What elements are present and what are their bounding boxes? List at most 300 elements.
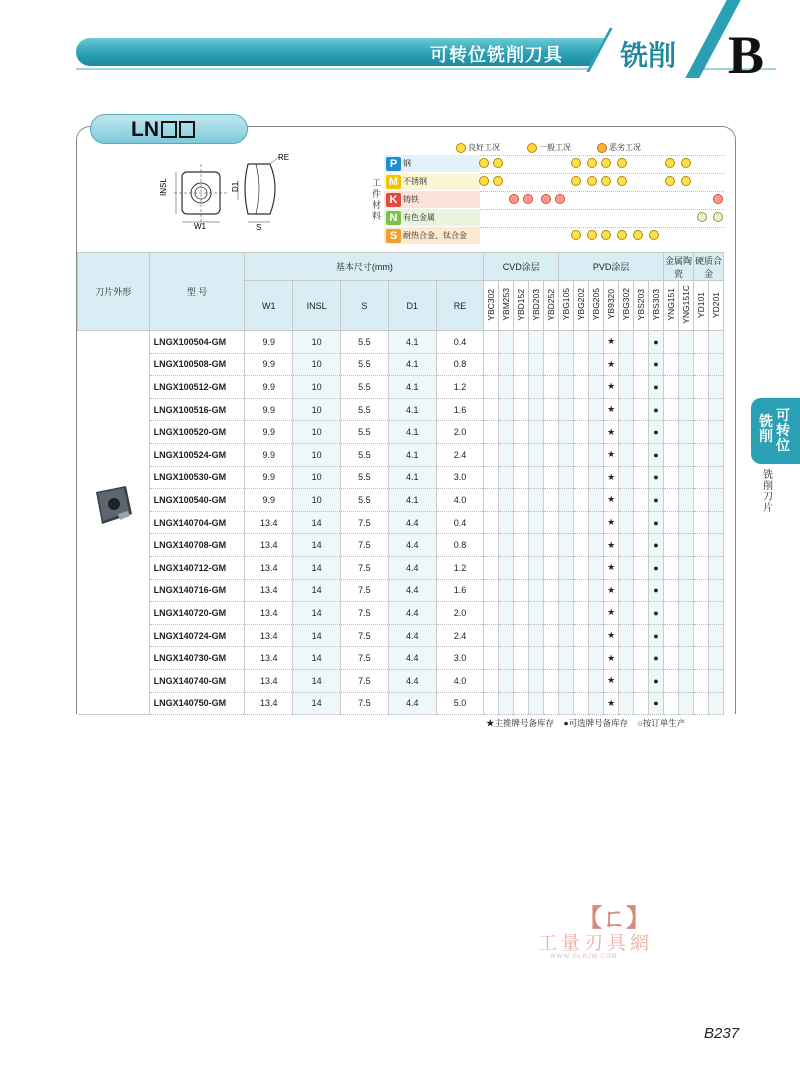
grade-cell: [529, 579, 544, 602]
model-cell: LNGX100530-GM: [149, 466, 245, 489]
grade-cell: [589, 421, 604, 444]
grade-cell: [619, 398, 634, 421]
grade-header: [514, 281, 529, 331]
table-row: [78, 511, 724, 534]
dim-cell-re: 1.6: [436, 398, 484, 421]
label-w1: W1: [194, 222, 206, 230]
grade-cell: [559, 443, 574, 466]
grade-cell: [514, 353, 529, 376]
model-cell: LNGX140724-GM: [149, 624, 245, 647]
grade-cell: [634, 353, 649, 376]
grade-cell: [529, 376, 544, 399]
grade-cell: ●: [649, 647, 664, 670]
footnote-star: ★主推牌号备库存: [486, 718, 555, 728]
grade-cell: [708, 579, 723, 602]
dim-cell-s: 7.5: [341, 624, 389, 647]
dim-cell-d1: 4.1: [388, 331, 436, 354]
dim-cell-w1: 13.4: [245, 579, 293, 602]
dim-cell-re: 1.2: [436, 376, 484, 399]
dim-cell-d1: 4.4: [388, 511, 436, 534]
grade-cell: [499, 398, 514, 421]
grade-cell: ●: [649, 534, 664, 557]
grade-header: [678, 281, 693, 331]
grade-cell: [499, 624, 514, 647]
grade-cell: [559, 489, 574, 512]
dim-cell-re: 2.0: [436, 421, 484, 444]
grade-cell: [708, 556, 723, 579]
grade-cell: [484, 602, 499, 625]
grade-label: YNG151C: [680, 285, 691, 324]
dim-cell-w1: 13.4: [245, 624, 293, 647]
dim-cell-s: 5.5: [341, 466, 389, 489]
condition-face-icon: [555, 194, 565, 204]
grade-cell: [678, 511, 693, 534]
series-name: LN: [131, 118, 159, 141]
grade-cell: [708, 534, 723, 557]
grade-cell: [678, 624, 693, 647]
dim-cell-s: 7.5: [341, 647, 389, 670]
watermark-logo-icon: 【ㄈ】: [578, 905, 650, 932]
grade-cell: [693, 398, 708, 421]
grade-cell: [678, 398, 693, 421]
grade-cell: [484, 692, 499, 715]
condition-face-icon: [509, 194, 519, 204]
grade-cell: [664, 489, 679, 512]
grade-label: YB9320: [606, 289, 617, 320]
grade-cell: ★: [604, 647, 619, 670]
dim-cell-insl: 10: [293, 398, 341, 421]
grade-cell: [529, 398, 544, 421]
grade-cell: [544, 669, 559, 692]
grade-cell: [619, 443, 634, 466]
grade-cell: ●: [649, 376, 664, 399]
grade-cell: [544, 353, 559, 376]
grade-cell: [664, 647, 679, 670]
grade-cell: [544, 489, 559, 512]
footnote: [486, 717, 685, 729]
grade-cell: ★: [604, 624, 619, 647]
grade-cell: [708, 647, 723, 670]
legend-good: [456, 142, 500, 153]
grade-cell: [693, 511, 708, 534]
grade-cell: [499, 489, 514, 512]
watermark-url: WWW.GLRJW.COM: [550, 954, 618, 960]
col-model-header: 型 号: [149, 253, 245, 331]
grade-cell: [574, 556, 589, 579]
grade-cell: [559, 692, 574, 715]
table-row: [78, 443, 724, 466]
grade-cell: [514, 398, 529, 421]
grade-cell: [559, 421, 574, 444]
grade-cell: [589, 669, 604, 692]
grade-cell: [678, 353, 693, 376]
condition-face-icon: [681, 158, 691, 168]
grade-cell: [484, 421, 499, 444]
grade-cell: [619, 353, 634, 376]
model-cell: LNGX100524-GM: [149, 443, 245, 466]
dim-cell-w1: 13.4: [245, 692, 293, 715]
grade-cell: [693, 489, 708, 512]
grade-cell: [589, 331, 604, 354]
grade-cell: [529, 443, 544, 466]
grade-label: YBG302: [621, 288, 632, 321]
dim-cell-re: 2.0: [436, 602, 484, 625]
table-row: [78, 556, 724, 579]
material-row: [384, 191, 419, 208]
grade-header: [544, 281, 559, 331]
grade-cell: [589, 556, 604, 579]
grade-cell: [499, 353, 514, 376]
grade-cell: [544, 331, 559, 354]
grade-cell: [693, 443, 708, 466]
grade-label: YBG205: [591, 288, 602, 321]
dim-cell-insl: 14: [293, 602, 341, 625]
grade-cell: [619, 534, 634, 557]
grade-cell: [634, 398, 649, 421]
grade-cell: [544, 602, 559, 625]
grade-cell: [634, 376, 649, 399]
dim-cell-insl: 14: [293, 534, 341, 557]
grade-cell: [664, 556, 679, 579]
grade-header: [664, 281, 679, 331]
grade-cell: [514, 579, 529, 602]
grade-cell: [678, 489, 693, 512]
grade-cell: ●: [649, 669, 664, 692]
material-name: 有色金属: [403, 213, 435, 222]
grade-label: YBG105: [561, 288, 572, 321]
condition-face-icon: [649, 230, 659, 240]
dim-cell-s: 7.5: [341, 579, 389, 602]
condition-face-icon: [665, 158, 675, 168]
grade-cell: [514, 624, 529, 647]
col-shape-header: 刀片外形: [78, 253, 150, 331]
grade-cell: [499, 331, 514, 354]
grade-cell: [589, 353, 604, 376]
dim-cell-re: 1.2: [436, 556, 484, 579]
grade-cell: [693, 331, 708, 354]
dim-cell-w1: 13.4: [245, 647, 293, 670]
chapter-letter: B: [728, 25, 765, 85]
dim-cell-insl: 10: [293, 421, 341, 444]
insert-dimension-diagram: [150, 150, 310, 230]
dim-cell-d1: 4.4: [388, 534, 436, 557]
dim-cell-d1: 4.1: [388, 466, 436, 489]
material-code-badge: K: [386, 193, 401, 207]
material-row: [384, 155, 411, 172]
material-heading: 工件材料: [372, 178, 382, 221]
model-cell: LNGX100540-GM: [149, 489, 245, 512]
grade-cell: [634, 331, 649, 354]
grade-header: [529, 281, 544, 331]
material-name: 不锈钢: [403, 177, 427, 186]
grade-cell: [559, 511, 574, 534]
dim-cell-insl: 14: [293, 669, 341, 692]
material-code-badge: N: [386, 211, 401, 225]
dim-cell-s: 5.5: [341, 353, 389, 376]
grade-cell: [664, 534, 679, 557]
condition-face-icon: [697, 212, 707, 222]
insert-photo: [92, 484, 134, 526]
grade-label: YBG202: [576, 288, 587, 321]
grade-cell: [499, 692, 514, 715]
grade-cell: [529, 421, 544, 444]
grade-cell: [484, 398, 499, 421]
legend-good-label: 良好工况: [468, 143, 500, 152]
grade-cell: [634, 647, 649, 670]
material-code-badge: P: [386, 157, 401, 171]
grade-cell: [544, 692, 559, 715]
grade-cell: [574, 692, 589, 715]
table-row: [78, 398, 724, 421]
table-row: [78, 602, 724, 625]
grade-header: [649, 281, 664, 331]
grade-cell: [634, 443, 649, 466]
material-name: 钢: [403, 159, 411, 168]
smile-face-icon: [456, 143, 466, 153]
grade-cell: [693, 466, 708, 489]
material-grade-grid: [480, 209, 724, 226]
grade-cell: [484, 556, 499, 579]
grade-cell: [589, 647, 604, 670]
grade-cell: [514, 534, 529, 557]
grade-cell: [619, 669, 634, 692]
grade-cell: ★: [604, 398, 619, 421]
side-tab-subtitle: 铣削刀片: [763, 470, 773, 514]
grade-cell: [514, 692, 529, 715]
grade-cell: [664, 669, 679, 692]
grade-cell: [484, 647, 499, 670]
grade-cell: [484, 353, 499, 376]
spec-table: [77, 252, 724, 715]
grade-cell: [529, 602, 544, 625]
dim-header: INSL: [293, 281, 341, 331]
dim-cell-s: 5.5: [341, 331, 389, 354]
grade-cell: [664, 331, 679, 354]
grade-cell: [574, 669, 589, 692]
grade-cell: [693, 534, 708, 557]
dim-cell-re: 2.4: [436, 624, 484, 647]
grade-cell: [589, 602, 604, 625]
dim-cell-s: 7.5: [341, 692, 389, 715]
dim-cell-insl: 14: [293, 556, 341, 579]
grade-cell: [634, 511, 649, 534]
dim-cell-s: 7.5: [341, 602, 389, 625]
grade-cell: [589, 579, 604, 602]
dim-cell-d1: 4.4: [388, 624, 436, 647]
dim-header: RE: [436, 281, 484, 331]
grade-cell: [708, 489, 723, 512]
section-title: 铣削: [620, 40, 677, 71]
model-cell: LNGX100512-GM: [149, 376, 245, 399]
grade-cell: [574, 624, 589, 647]
grade-cell: [484, 443, 499, 466]
grade-cell: ●: [649, 511, 664, 534]
dim-cell-d1: 4.4: [388, 602, 436, 625]
grade-cell: [574, 579, 589, 602]
grade-cell: [559, 669, 574, 692]
grade-cell: [499, 579, 514, 602]
grade-cell: [619, 421, 634, 444]
table-row: [78, 353, 724, 376]
grade-cell: ★: [604, 331, 619, 354]
grade-cell: [529, 466, 544, 489]
dim-cell-d1: 4.4: [388, 669, 436, 692]
grade-cell: [574, 398, 589, 421]
series-placeholder-box: [179, 121, 195, 138]
dim-cell-s: 5.5: [341, 489, 389, 512]
grade-cell: [708, 376, 723, 399]
grade-cell: ★: [604, 443, 619, 466]
grade-cell: [544, 443, 559, 466]
grade-cell: [678, 466, 693, 489]
side-tab[interactable]: [751, 398, 800, 464]
grade-cell: [634, 466, 649, 489]
grade-cell: [678, 669, 693, 692]
grade-cell: [693, 647, 708, 670]
grade-cell: ●: [649, 556, 664, 579]
grade-cell: [484, 669, 499, 692]
dim-cell-insl: 10: [293, 466, 341, 489]
grade-cell: [559, 624, 574, 647]
grade-cell: [708, 466, 723, 489]
grade-cell: [619, 376, 634, 399]
model-cell: LNGX140716-GM: [149, 579, 245, 602]
label-s: S: [256, 223, 262, 230]
grade-cell: [664, 466, 679, 489]
table-row: [78, 331, 724, 354]
legend-normal: [527, 142, 571, 153]
grade-cell: [693, 421, 708, 444]
dim-cell-insl: 14: [293, 692, 341, 715]
grade-cell: [484, 624, 499, 647]
cermet-group-header: 金属陶瓷: [664, 253, 694, 281]
grade-cell: [484, 376, 499, 399]
grade-cell: [499, 602, 514, 625]
grade-cell: [529, 669, 544, 692]
dim-cell-w1: 13.4: [245, 602, 293, 625]
grade-cell: [693, 624, 708, 647]
dim-cell-d1: 4.1: [388, 398, 436, 421]
grade-cell: [499, 556, 514, 579]
grade-cell: [693, 376, 708, 399]
condition-face-icon: [479, 176, 489, 186]
table-row: [78, 669, 724, 692]
table-row: [78, 376, 724, 399]
grade-cell: [544, 647, 559, 670]
dim-cell-d1: 4.1: [388, 489, 436, 512]
condition-face-icon: [523, 194, 533, 204]
dim-cell-w1: 13.4: [245, 511, 293, 534]
dim-cell-re: 4.0: [436, 669, 484, 692]
dim-cell-d1: 4.1: [388, 443, 436, 466]
grade-cell: [619, 579, 634, 602]
dim-cell-s: 7.5: [341, 669, 389, 692]
dim-cell-re: 2.4: [436, 443, 484, 466]
grade-cell: [529, 534, 544, 557]
grade-cell: [664, 398, 679, 421]
dim-cell-w1: 13.4: [245, 669, 293, 692]
dim-cell-d1: 4.4: [388, 692, 436, 715]
grade-cell: [574, 534, 589, 557]
grade-cell: [693, 556, 708, 579]
model-cell: LNGX100516-GM: [149, 398, 245, 421]
dim-cell-re: 3.0: [436, 647, 484, 670]
grade-cell: ★: [604, 421, 619, 444]
label-insl: INSL: [159, 178, 168, 196]
grade-cell: [499, 534, 514, 557]
table-row: [78, 534, 724, 557]
dim-cell-s: 5.5: [341, 398, 389, 421]
grade-cell: [484, 331, 499, 354]
grade-cell: [678, 602, 693, 625]
grade-cell: [708, 692, 723, 715]
condition-face-icon: [617, 176, 627, 186]
grade-cell: ●: [649, 398, 664, 421]
grade-cell: [499, 647, 514, 670]
grade-cell: [574, 331, 589, 354]
grade-cell: [619, 511, 634, 534]
grade-cell: [514, 669, 529, 692]
grade-cell: ★: [604, 669, 619, 692]
grade-cell: [574, 489, 589, 512]
grade-cell: [574, 602, 589, 625]
grade-cell: [708, 353, 723, 376]
grade-cell: [619, 602, 634, 625]
grade-cell: [708, 421, 723, 444]
dim-header: D1: [388, 281, 436, 331]
footnote-circle: ○按订单生产: [637, 718, 686, 728]
grade-cell: [529, 556, 544, 579]
side-tab-line2: 铣削: [759, 413, 773, 444]
model-cell: LNGX140740-GM: [149, 669, 245, 692]
grade-cell: [664, 692, 679, 715]
pvd-group-header: PVD涂层: [559, 253, 664, 281]
cvd-group-header: CVD涂层: [484, 253, 559, 281]
grade-header: [589, 281, 604, 331]
grade-cell: [634, 669, 649, 692]
grade-cell: ★: [604, 692, 619, 715]
dim-cell-d1: 4.1: [388, 376, 436, 399]
grade-cell: [484, 579, 499, 602]
grade-cell: [678, 556, 693, 579]
grade-cell: ●: [649, 602, 664, 625]
table-row: [78, 466, 724, 489]
dim-header: W1: [245, 281, 293, 331]
condition-face-icon: [713, 212, 723, 222]
model-cell: LNGX140712-GM: [149, 556, 245, 579]
grade-header: [484, 281, 499, 331]
grade-cell: [589, 398, 604, 421]
dim-cell-s: 5.5: [341, 376, 389, 399]
model-cell: LNGX140730-GM: [149, 647, 245, 670]
grade-cell: [708, 669, 723, 692]
grade-cell: [514, 376, 529, 399]
grade-label: YD101: [695, 291, 706, 318]
grade-cell: [589, 466, 604, 489]
condition-face-icon: [541, 194, 551, 204]
grade-cell: [634, 556, 649, 579]
grade-cell: [634, 579, 649, 602]
grade-cell: [544, 556, 559, 579]
dim-cell-re: 0.4: [436, 511, 484, 534]
table-row: [78, 489, 724, 512]
grade-cell: ●: [649, 624, 664, 647]
grade-cell: [634, 692, 649, 715]
grade-cell: [514, 511, 529, 534]
grade-label: YBM253: [501, 288, 512, 321]
grade-cell: [559, 331, 574, 354]
dim-cell-w1: 9.9: [245, 398, 293, 421]
